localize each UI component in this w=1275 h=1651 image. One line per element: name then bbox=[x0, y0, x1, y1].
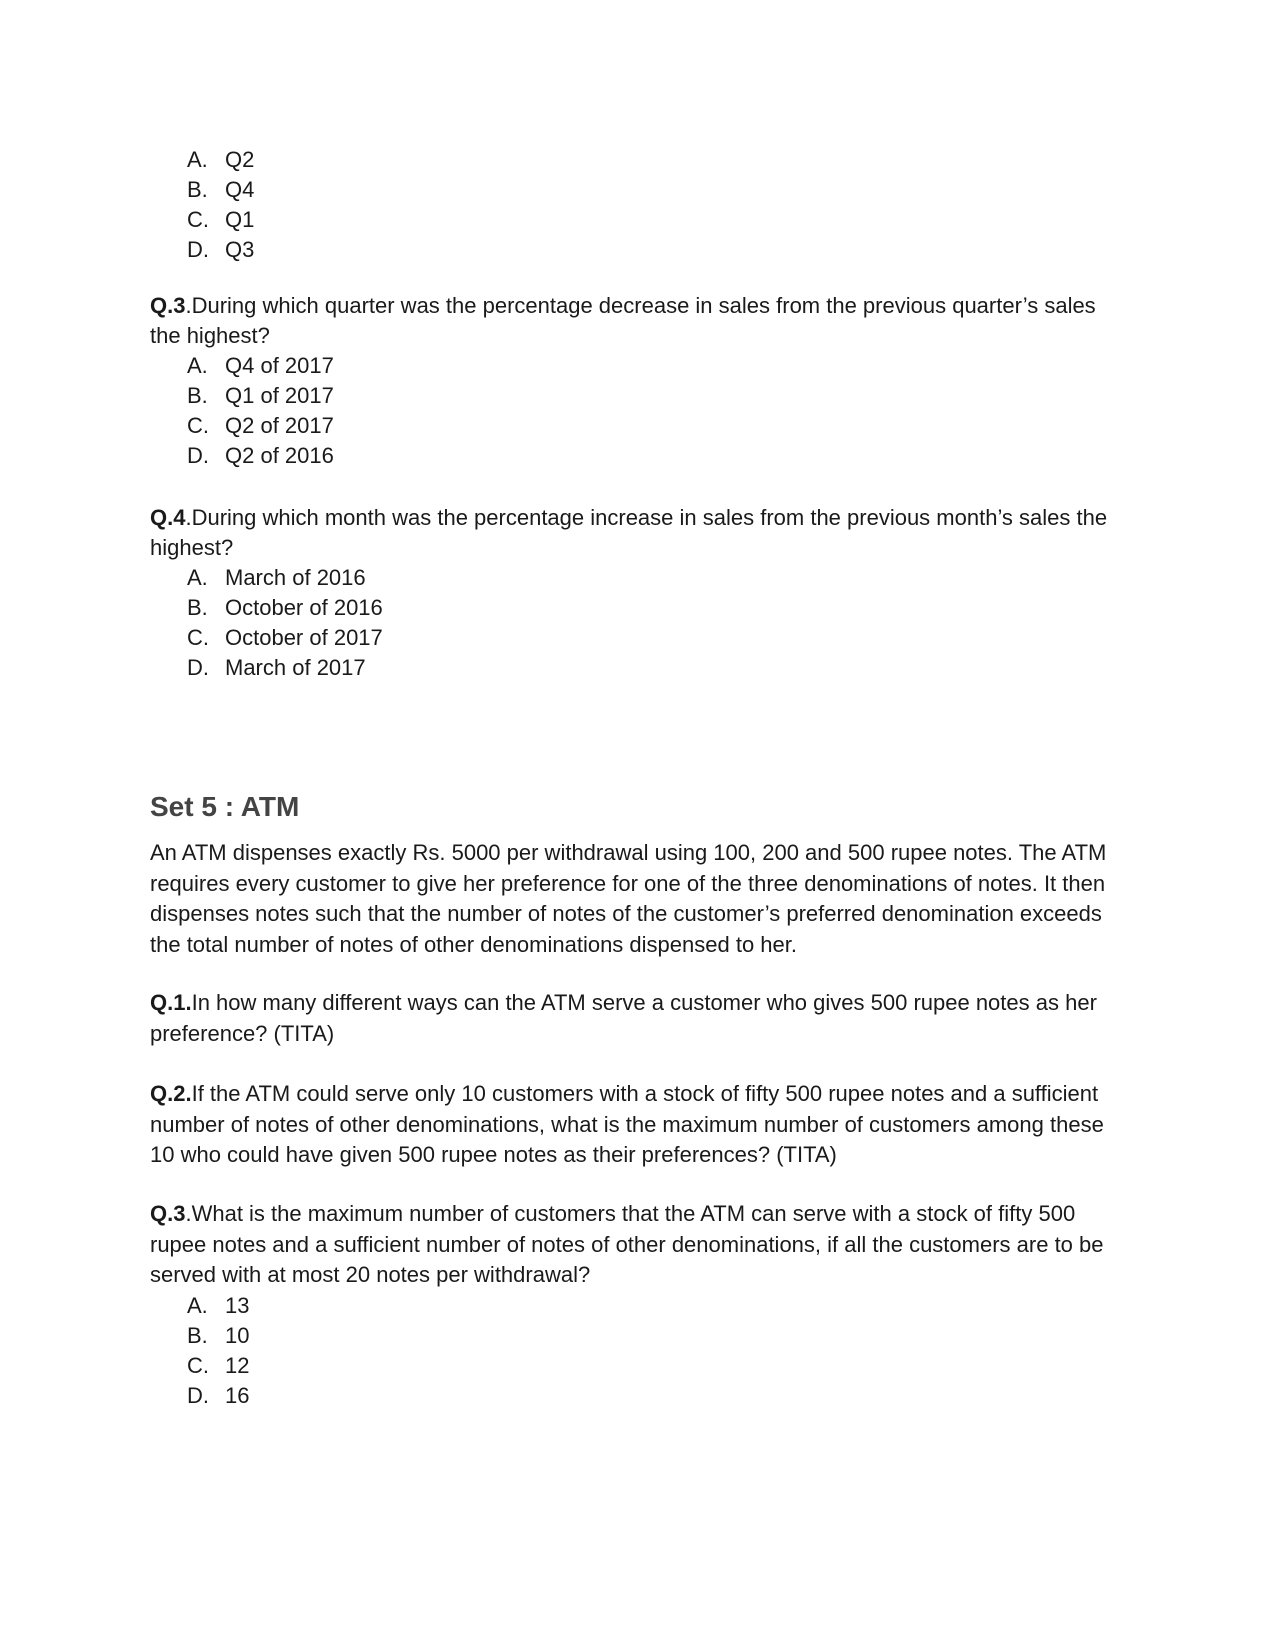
option-item: C. 12 bbox=[187, 1352, 250, 1378]
option-item: A. Q2 bbox=[187, 147, 255, 172]
set-intro-text: An ATM dispenses exactly Rs. 5000 per withdrawal using 100, 200 and 500 rupee notes. The ATM requires every customer to give her preference for one of the three denominations of notes. It then dispenses notes such that the number of notes of the customer’s preferred denomination exceeds the total number of notes of other denominations dispensed to her. bbox=[150, 840, 1107, 957]
set-intro bbox=[150, 838, 1130, 960]
question-text: Q.4.During which month was the percentage increase in sales from the previous month’s sales the highest? bbox=[150, 505, 1108, 560]
option-item: B. October of 2016 bbox=[187, 595, 383, 620]
option-item: D. 16 bbox=[187, 1382, 250, 1408]
option-item: B. Q4 bbox=[187, 177, 255, 202]
set-title: Set 5 : ATM bbox=[150, 791, 300, 822]
previous-question-options bbox=[150, 145, 1130, 265]
question-text: Q.3.What is the maximum number of customers that the ATM can serve with a stock of fifty 500 rupee notes and a sufficient number of notes of other denominations, if all the customers are to be served with at most 20 notes per withdrawal? bbox=[150, 1201, 1104, 1287]
option-item: A. March of 2016 bbox=[187, 565, 366, 590]
set-heading bbox=[150, 790, 1130, 824]
option-item: D. Q2 of 2016 bbox=[187, 443, 334, 468]
option-item: D. Q3 bbox=[187, 237, 255, 262]
question-q4-sales bbox=[150, 503, 1130, 683]
option-item: A. Q4 of 2017 bbox=[187, 353, 334, 378]
question-q3-sales bbox=[150, 291, 1130, 471]
option-item: C. Q1 bbox=[187, 207, 255, 232]
question-text: Q.3.During which quarter was the percentage decrease in sales from the previous quarter’s sales the highest? bbox=[150, 293, 1096, 348]
option-item: A. 13 bbox=[187, 1292, 250, 1318]
question-text: Q.2.If the ATM could serve only 10 customers with a stock of fifty 500 rupee notes and a sufficient number of notes of other denominations, what is the maximum number of customers among these 10 who could have given 500 rupee notes as their preferences? (TITA) bbox=[150, 1081, 1104, 1167]
option-item: B. 10 bbox=[187, 1322, 250, 1348]
option-item: C. Q2 of 2017 bbox=[187, 413, 334, 438]
question-q3-atm bbox=[150, 1199, 1130, 1411]
option-item: B. Q1 of 2017 bbox=[187, 383, 334, 408]
question-q1-atm bbox=[150, 988, 1130, 1049]
question-text: Q.1.In how many different ways can the ATM serve a customer who gives 500 rupee notes as her preference? (TITA) bbox=[150, 990, 1097, 1046]
option-item: D. March of 2017 bbox=[187, 655, 366, 680]
option-item: C. October of 2017 bbox=[187, 625, 383, 650]
question-q2-atm bbox=[150, 1079, 1130, 1171]
